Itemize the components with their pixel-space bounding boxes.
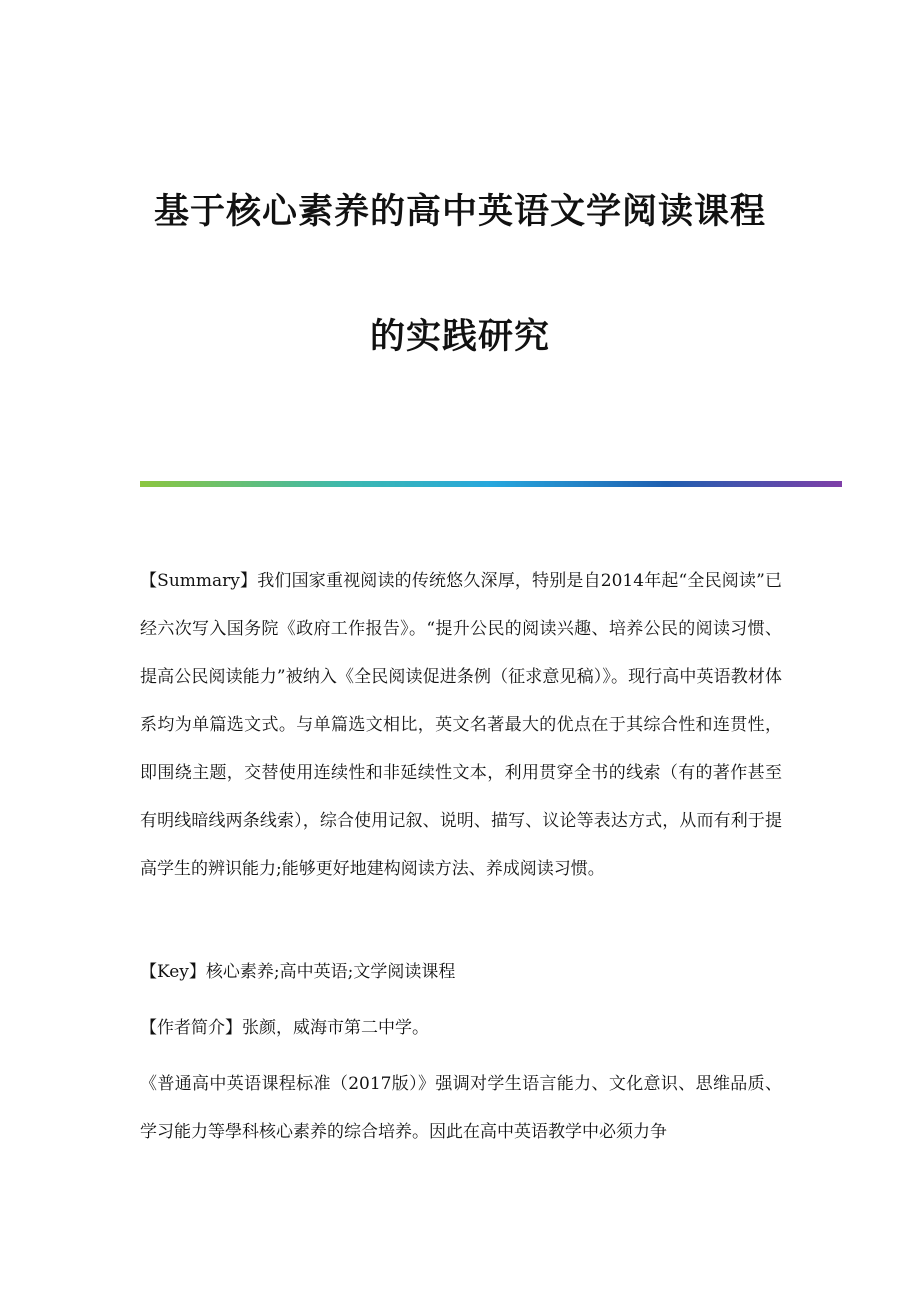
summary-label: 【Summary】 xyxy=(140,571,258,591)
summary-paragraph xyxy=(140,557,782,893)
document-title-line-2: 的实践研究 xyxy=(369,317,550,357)
author-label: 【作者简介】 xyxy=(140,1018,242,1038)
document-title-line-1: 基于核心素养的高中英语文学阅读课程 xyxy=(153,192,766,232)
keywords-text: 核心素养;高中英语;文学阅读课程 xyxy=(205,962,456,982)
summary-text: 我们国家重视阅读的传统悠久深厚，特别是自2014年起“全民阅读”已经六次写入国务院《政府工作报告》。“提升公民的阅读兴趣、培养公民的阅读习惯、提高公民阅读能力”被纳入《全民阅读促进条例（征求意见稿）》。现行高中英语教材体系均为单篇选文式。与单篇选文相比，英文名著最大的优点在于其综合性和连贯性，即围绕主题，交替使用连续性和非延续性文本，利用贯穿全书的线索（有的著作甚至有明线暗线两条线索），综合使用记叙、说明、描写、议论等表达方式，从而有利于提高学生的辨识能力;能够更好地建构阅读方法、养成阅读习惯。 xyxy=(140,571,782,879)
intro-paragraph: 《普通高中英语课程标准（2017版）》强调对学生语言能力、文化意识、思维品质、学习能力等學科核心素养的综合培养。因此在高中英语教学中必须力争 xyxy=(140,1074,782,1142)
author-text: 张颜，威海市第二中学。 xyxy=(242,1018,429,1038)
keywords-label: 【Key】 xyxy=(140,962,206,982)
keywords-paragraph xyxy=(140,948,782,996)
title-divider xyxy=(140,481,842,487)
author-paragraph xyxy=(140,1004,782,1052)
